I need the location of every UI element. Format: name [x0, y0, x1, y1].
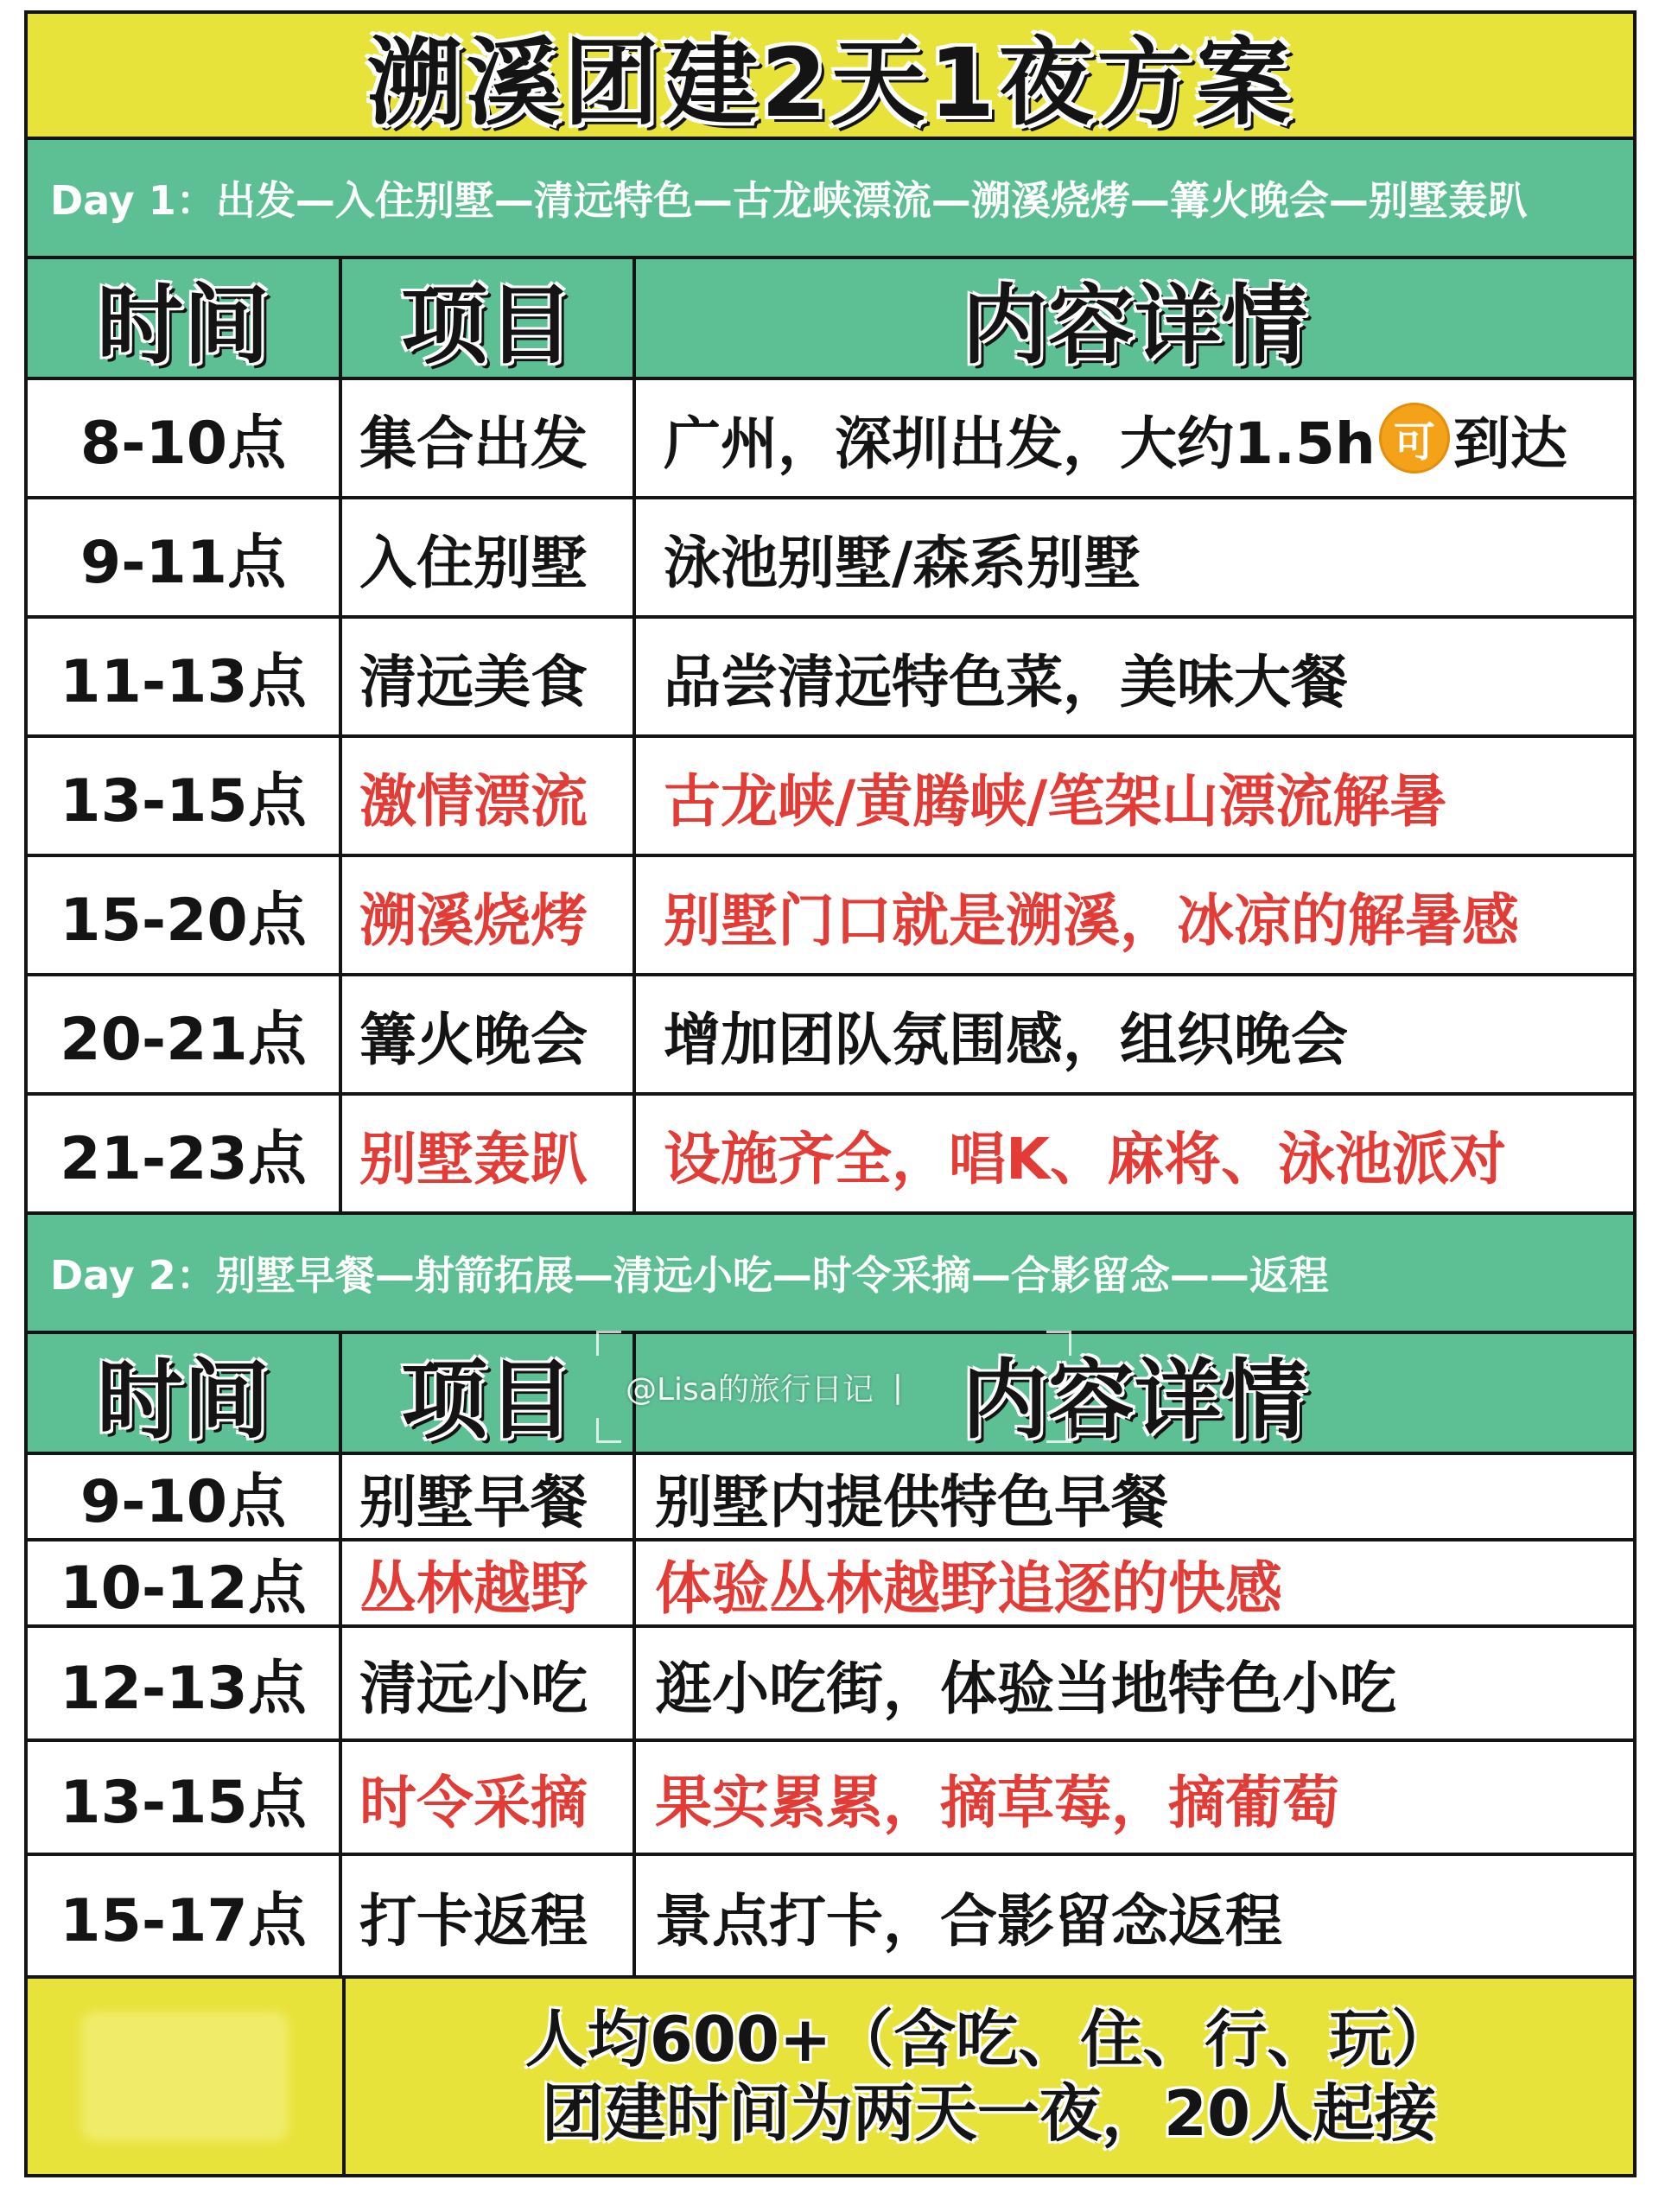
row-time: 13-15点 — [28, 1742, 342, 1853]
row-time: 21-23点 — [28, 1096, 342, 1211]
header-time: 时间 — [28, 1334, 342, 1452]
row-time: 10-12点 — [28, 1541, 342, 1624]
blurred-logo-icon — [81, 2012, 289, 2141]
table-row — [24, 1455, 1637, 1541]
header-detail: 内容详情 — [962, 275, 1307, 376]
row-detail: 别墅内提供特色早餐 — [655, 1468, 1168, 1535]
row-time: 9-10点 — [28, 1455, 342, 1538]
row-detail: 品尝清远特色菜，美味大餐 — [664, 648, 1348, 715]
day1-table-header — [24, 259, 1637, 380]
row-item: 激情漂流 — [342, 738, 636, 854]
day1-route-text: Day 1：出发—入住别墅—清远特色—古龙峡漂流—溯溪烧烤—篝火晚会—别墅轰趴 — [50, 177, 1528, 224]
header-detail: 内容详情 — [962, 1350, 1307, 1451]
row-detail: 增加团队氛围感，组织晚会 — [664, 1006, 1348, 1073]
ke-badge-icon: 可 — [1379, 403, 1450, 474]
header-time: 时间 — [28, 259, 342, 377]
row-detail-text-tail: 到达 — [1452, 410, 1567, 477]
watermark-corner-icon — [596, 1418, 621, 1443]
footer-price: 人均600+（含吃、住、行、玩） — [524, 2002, 1454, 2075]
table-row — [24, 380, 1637, 499]
row-detail — [636, 380, 1633, 496]
watermark-text: @Lisa的旅行日记 — [626, 1371, 874, 1408]
row-detail: 体验丛林越野追逐的快感 — [655, 1554, 1282, 1622]
watermark — [596, 1331, 1071, 1443]
table-row — [24, 1856, 1637, 1979]
row-time: 12-13点 — [28, 1628, 342, 1738]
table-row-highlight — [24, 738, 1637, 857]
row-time: 9-11点 — [28, 499, 342, 615]
row-detail: 古龙峡/黄腾峡/笔架山漂流解暑 — [664, 767, 1447, 835]
table-row — [24, 499, 1637, 619]
row-item: 别墅轰趴 — [342, 1096, 636, 1211]
header-item: 项目 — [342, 259, 636, 377]
row-item: 清远小吃 — [342, 1628, 636, 1738]
table-row — [24, 619, 1637, 738]
page-title: 溯溪团建2天1夜方案 — [366, 28, 1294, 138]
day2-route-bar — [24, 1215, 1637, 1334]
row-time: 11-13点 — [28, 619, 342, 734]
watermark-separator: | — [892, 1369, 904, 1405]
table-row-highlight — [24, 857, 1637, 976]
row-time: 15-20点 — [28, 857, 342, 973]
row-time: 8-10点 — [28, 380, 342, 496]
row-item: 丛林越野 — [342, 1541, 636, 1624]
table-row — [24, 1628, 1637, 1742]
row-detail: 果实累累，摘草莓，摘葡萄 — [655, 1769, 1339, 1836]
row-item: 集合出发 — [342, 380, 636, 496]
footer-duration: 团建时间为两天一夜，20人起接 — [541, 2077, 1438, 2150]
row-item: 打卡返程 — [342, 1856, 636, 1975]
row-item: 时令采摘 — [342, 1742, 636, 1853]
row-time: 20-21点 — [28, 976, 342, 1092]
row-detail: 景点打卡，合影留念返程 — [655, 1887, 1282, 1955]
row-item: 别墅早餐 — [342, 1455, 636, 1538]
row-detail-text: 广州，深圳出发，大约1.5h — [664, 410, 1376, 477]
row-detail: 设施齐全，唱K、麻将、泳池派对 — [664, 1125, 1507, 1192]
footer-note — [346, 1979, 1633, 2174]
day1-route-bar — [24, 140, 1637, 259]
row-detail: 别墅门口就是溯溪，冰凉的解暑感 — [664, 887, 1519, 954]
header-item: 项目 — [342, 1334, 636, 1452]
row-item: 入住别墅 — [342, 499, 636, 615]
table-row-highlight — [24, 1096, 1637, 1215]
row-item: 溯溪烧烤 — [342, 857, 636, 973]
watermark-corner-icon — [1046, 1418, 1071, 1443]
table-row-highlight — [24, 1742, 1637, 1856]
watermark-corner-icon — [596, 1331, 621, 1356]
day2-route-text: Day 2：别墅早餐—射箭拓展—清远小吃—时令采摘—合影留念——返程 — [50, 1252, 1329, 1299]
row-time: 15-17点 — [28, 1856, 342, 1975]
title-banner — [24, 10, 1637, 140]
footer-left-cell — [28, 1979, 346, 2174]
row-item: 篝火晚会 — [342, 976, 636, 1092]
footer-banner — [24, 1979, 1637, 2177]
row-detail: 泳池别墅/森系别墅 — [664, 529, 1141, 596]
watermark-corner-icon — [1046, 1331, 1071, 1356]
row-detail: 逛小吃街，体验当地特色小吃 — [655, 1655, 1396, 1722]
table-row-highlight — [24, 1541, 1637, 1628]
row-time: 13-15点 — [28, 738, 342, 854]
table-row — [24, 976, 1637, 1096]
row-item: 清远美食 — [342, 619, 636, 734]
